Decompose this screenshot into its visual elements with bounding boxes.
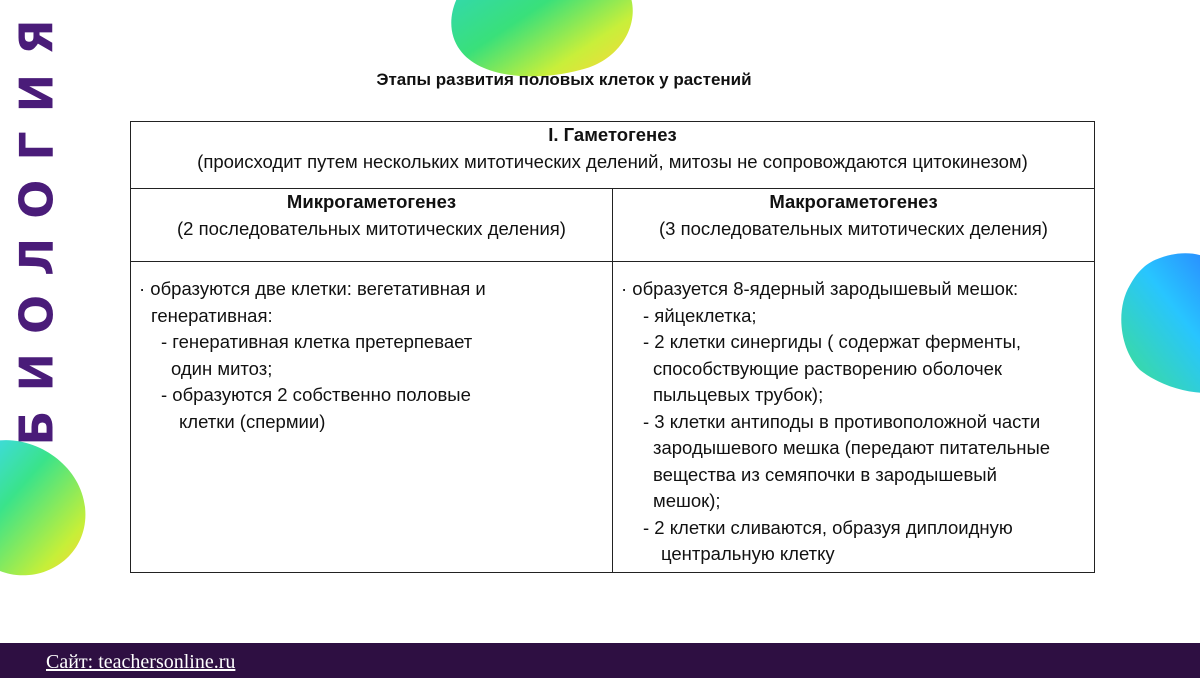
micro-header-cell	[131, 189, 613, 262]
list-item: - генеративная клетка претерпевает	[161, 331, 473, 352]
list-item: · образуется 8-ядерный зародышевый мешок:	[621, 278, 1019, 299]
list-item: · образуются две клетки: вегетативная и	[139, 278, 486, 299]
gametogenesis-cell	[131, 122, 1095, 189]
macro-header-cell	[613, 189, 1095, 262]
subject-title-text: БИОЛОГИЯ	[10, 0, 64, 446]
table-subheader-row	[131, 189, 1095, 262]
table-body-row	[131, 262, 1095, 573]
slide-heading: Этапы развития половых клеток у растений	[376, 70, 752, 89]
list-item: - 2 клетки сливаются, образуя диплоидную	[643, 516, 1013, 538]
list-item: способствующие растворению оболочек	[653, 357, 1002, 379]
list-item: вещества из семяпочки в зародышевый	[653, 463, 997, 485]
list-item: центральную клетку	[661, 543, 835, 564]
list-item: генеративная:	[151, 304, 273, 326]
table-header-row	[131, 122, 1095, 189]
list-item: - образуются 2 собственно половые	[161, 384, 471, 405]
micro-title: Микрогаметогенез	[286, 191, 457, 212]
list-item: мешок);	[653, 490, 721, 511]
list-item: - 2 клетки синергиды ( содержат ферменты,	[643, 331, 1022, 352]
macro-title: Макрогаметогенез	[769, 191, 938, 212]
decorative-blob-left	[0, 432, 90, 582]
list-item: зародышевого мешка (передают питательные	[653, 437, 1051, 458]
decorative-blob-right	[1120, 250, 1200, 395]
list-item: один митоз;	[171, 357, 273, 379]
macro-description-cell	[613, 262, 1095, 573]
gametogenesis-subtitle: (происходит путем нескольких митотических делений, митозы не сопровождаются цитокинезом)	[197, 150, 1028, 172]
list-item: пыльцевых трубок);	[653, 384, 824, 405]
list-item: - 3 клетки антиподы в противоположной части	[643, 410, 1041, 432]
micro-subtitle: (2 последовательных митотических деления)	[177, 217, 566, 239]
gametogenesis-title: I. Гаметогенез	[548, 124, 677, 145]
macro-subtitle: (3 последовательных митотических деления)	[659, 217, 1048, 239]
list-item: клетки (спермии)	[179, 410, 326, 432]
site-link[interactable]: Сайт: teachersonline.ru	[46, 651, 236, 673]
list-item: - яйцеклетка;	[643, 304, 757, 326]
micro-description-cell	[131, 262, 613, 573]
footer-bar	[0, 643, 1200, 678]
decorative-blob-top	[440, 0, 640, 80]
gametogenesis-table	[130, 121, 1095, 573]
